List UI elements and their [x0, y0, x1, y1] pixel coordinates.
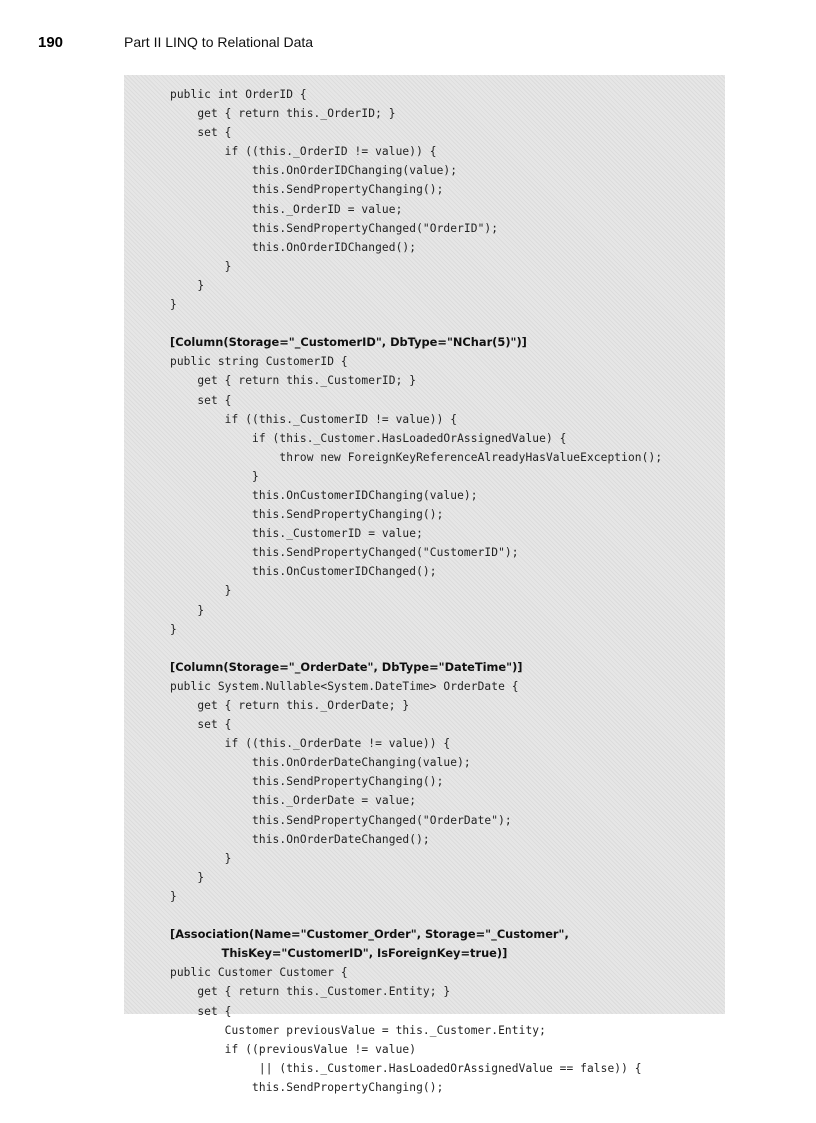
code-line: this.OnOrderDateChanged();	[170, 832, 430, 846]
code-line: }	[170, 870, 205, 884]
code-line: set {	[170, 1004, 232, 1018]
code-line: throw new ForeignKeyReferenceAlreadyHasValueException();	[170, 450, 663, 464]
code-line: this.OnCustomerIDChanged();	[170, 565, 437, 579]
code-line: || (this._Customer.HasLoadedOrAssignedValue == false)) {	[170, 1061, 642, 1075]
code-listing	[124, 75, 725, 1094]
code-line: }	[170, 298, 177, 312]
page-number: 190	[38, 34, 64, 51]
code-line: public string CustomerID {	[170, 355, 348, 369]
code-line: this._OrderDate = value;	[170, 794, 417, 808]
code-line: }	[170, 622, 177, 636]
code-line: this.SendPropertyChanging();	[170, 508, 444, 522]
code-line: this.SendPropertyChanged("OrderDate");	[170, 813, 512, 827]
code-line	[170, 639, 725, 658]
code-line: public Customer Customer {	[170, 966, 348, 980]
code-attribute-line: ThisKey="CustomerID", IsForeignKey=true)]	[170, 946, 508, 961]
code-attribute-line: [Association(Name="Customer_Order", Storage="_Customer",	[170, 927, 569, 942]
code-line: public int OrderID {	[170, 88, 307, 101]
code-line: get { return this._OrderDate; }	[170, 699, 410, 712]
code-line: get { return this._CustomerID; }	[170, 374, 417, 388]
code-line: this.OnOrderIDChanged();	[170, 240, 417, 254]
page-header	[38, 34, 313, 56]
code-line: }	[170, 889, 177, 903]
code-line: this._CustomerID = value;	[170, 527, 423, 541]
code-line: this.SendPropertyChanging();	[170, 183, 444, 197]
code-line: get { return this._OrderID; }	[170, 107, 396, 121]
code-line: if ((this._OrderID != value)) {	[170, 145, 437, 159]
code-line: }	[170, 851, 232, 865]
code-line: }	[170, 584, 232, 598]
code-line: }	[170, 259, 232, 273]
code-line: this.OnOrderIDChanging(value);	[170, 164, 458, 178]
code-line: public System.Nullable<System.DateTime> OrderDate {	[170, 679, 519, 693]
code-line: set {	[170, 718, 232, 732]
code-line	[170, 906, 725, 925]
code-line	[170, 314, 725, 333]
code-line: if (this._Customer.HasLoadedOrAssignedValue) {	[170, 431, 567, 445]
code-line: if ((this._CustomerID != value)) {	[170, 412, 458, 426]
code-line: set {	[170, 126, 232, 140]
code-line: this.SendPropertyChanged("OrderID");	[170, 221, 499, 235]
code-line: Customer previousValue = this._Customer.Entity;	[170, 1023, 546, 1037]
code-line: this._OrderID = value;	[170, 202, 403, 216]
code-line: if ((this._OrderDate != value)) {	[170, 737, 451, 751]
code-line: this.SendPropertyChanging();	[170, 775, 444, 789]
code-line: this.SendPropertyChanging();	[170, 1080, 444, 1094]
code-line: }	[170, 278, 205, 292]
code-line: this.OnCustomerIDChanging(value);	[170, 488, 478, 502]
code-attribute-line: [Column(Storage="_OrderDate", DbType="DateTime")]	[170, 659, 523, 674]
code-line: this.SendPropertyChanged("CustomerID");	[170, 546, 519, 560]
code-line: this.OnOrderDateChanging(value);	[170, 756, 471, 770]
code-attribute-line: [Column(Storage="_CustomerID", DbType="NChar(5)")]	[170, 335, 527, 350]
code-line: }	[170, 603, 205, 617]
running-title: Part II LINQ to Relational Data	[124, 34, 314, 50]
code-line: if ((previousValue != value)	[170, 1042, 417, 1056]
code-line: get { return this._Customer.Entity; }	[170, 985, 451, 999]
code-line: set {	[170, 393, 232, 407]
code-line: }	[170, 469, 259, 483]
